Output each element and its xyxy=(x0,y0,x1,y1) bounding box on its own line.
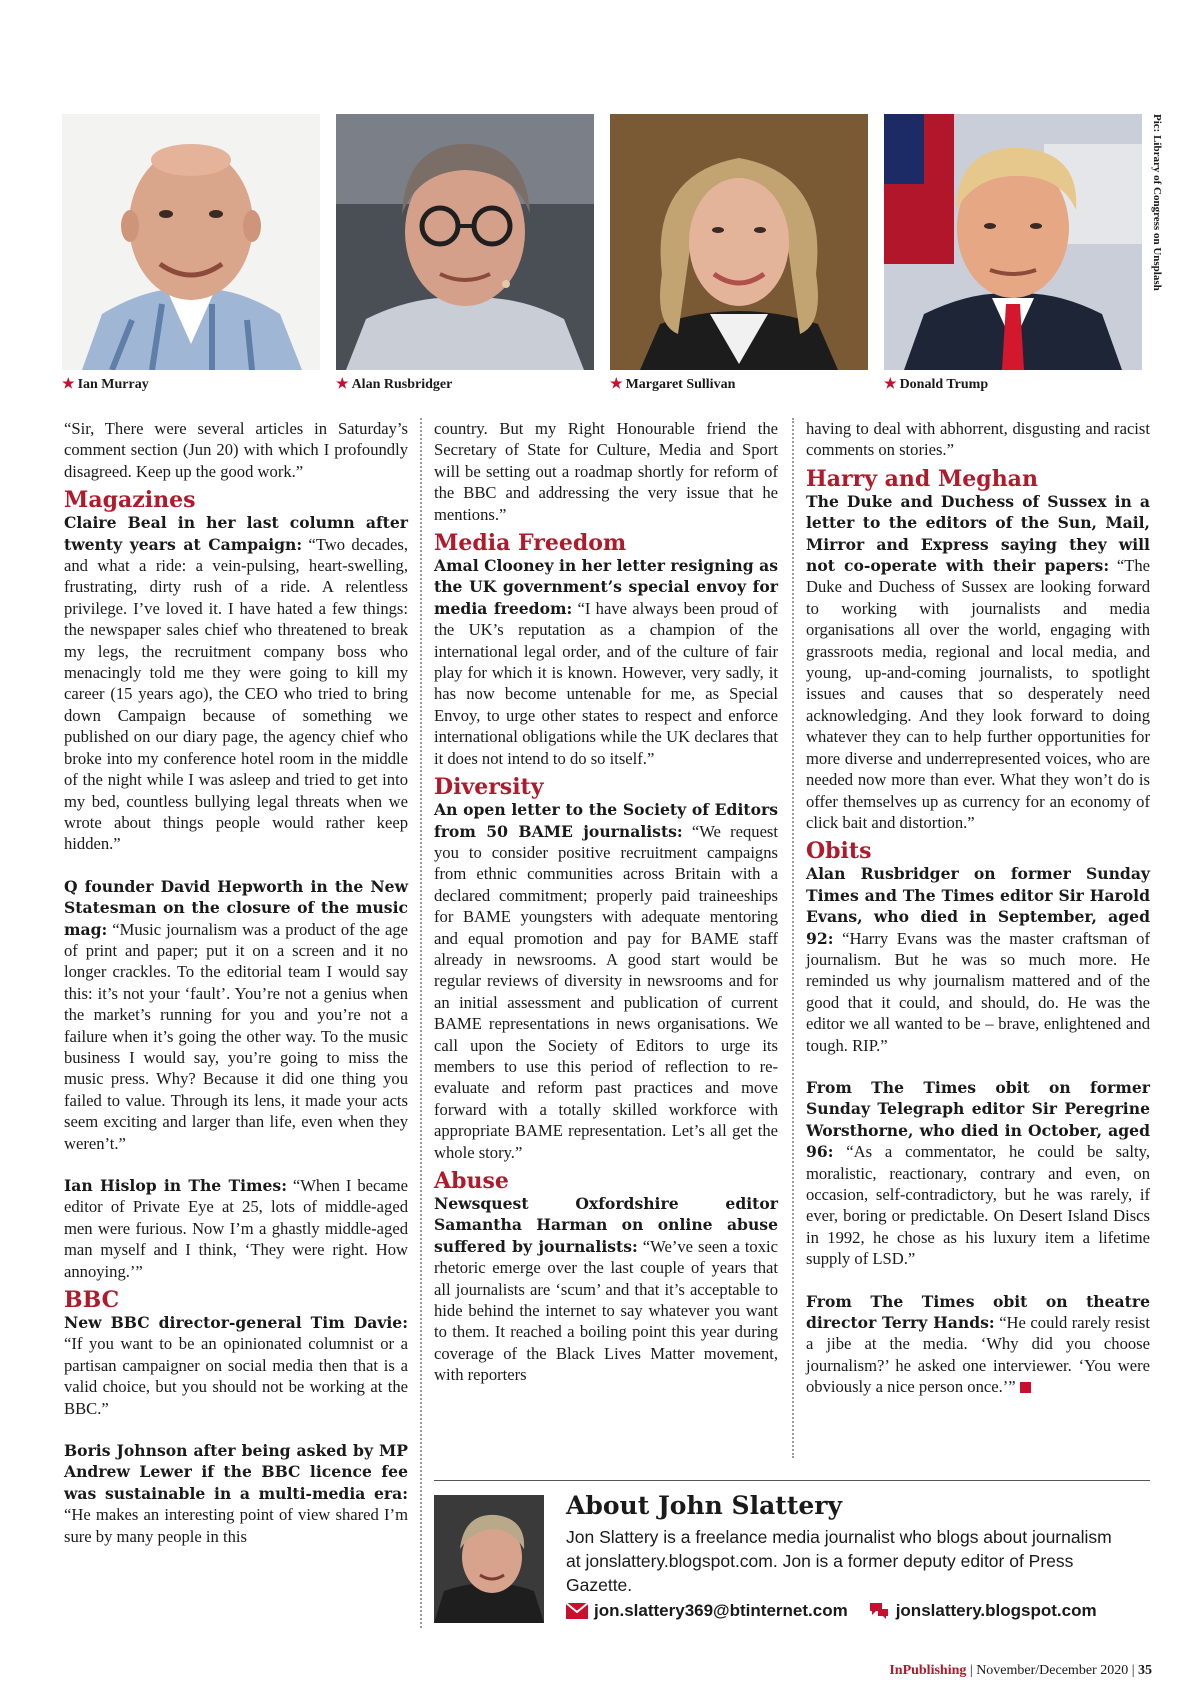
quote-lead: Ian Hislop in The Times: xyxy=(64,1176,287,1195)
page-footer xyxy=(889,1663,1152,1679)
paragraph xyxy=(64,1312,408,1419)
quote-lead: From The Times obit on theatre director Terry Hands: xyxy=(806,1291,1150,1333)
portrait-image xyxy=(62,114,320,370)
section-heading-bbc: BBC xyxy=(64,1287,120,1314)
quote-text: “He could rarely resist a jibe at the media. ‘Why did you choose journalism?’ he asked one interviewer. ‘You were obviously a nice person once.’” xyxy=(806,1313,1150,1397)
paragraph: country. But my Right Honourable friend the Secretary of State for Culture, Media and Sport will be setting out a roadmap shortly for reform of the BBC and addressing the very issue that he mentions.” xyxy=(434,419,778,524)
end-mark-icon xyxy=(1020,1382,1031,1393)
portrait-image xyxy=(336,114,594,370)
photo-row xyxy=(62,114,1142,370)
about-author-box xyxy=(434,1480,1150,1637)
portrait-image xyxy=(610,114,868,370)
about-title: About John Slattery xyxy=(566,1491,842,1520)
caption-margaret-sullivan: ★ Margaret Sullivan xyxy=(610,377,736,392)
paragraph xyxy=(64,1175,408,1282)
quote-text: “Two decades, and what a ride: a vein-pulsing, heart-swelling, frustrating, dirty rush of a ride. A relentless privilege. I’ve loved it. I have hated a few things: the newspaper sales chief who threatened to break my legs, the recruitment company boss who menacingly told me they were going to kill my career (15 years ago), the CEO who tried to bring down Campaign because of something we published on our diary page, the agency chief who broke into my conference hotel room in the middle of the night while I was asleep and tried to get into my bed, countless bullying legal threats when we wrote about things people would rather keep hidden.” xyxy=(64,534,408,854)
caption-donald-trump: ★ Donald Trump xyxy=(884,377,989,392)
paragraph xyxy=(806,1077,1150,1270)
quote-lead: Q founder David Hepworth in the New Statesman on the closure of the music mag: xyxy=(64,876,408,939)
quote-text: “The Duke and Duchess of Sussex are looking forward to working with journalists and media organisations all over the world, engaging with grassroots media, regional and local media, and young, up-and-coming journalists, to spotlight issues and causes that so desperately need acknowledging. And they look forward to doing whatever they can to help further opportunities for more diverse and underrepresented voices, who are needed now more than ever. What they won’t do is offer themselves up as currency for an economy of click bait and distortion.” xyxy=(806,556,1150,832)
paragraph xyxy=(806,863,1150,1056)
page-number: 35 xyxy=(1138,1663,1152,1678)
section-heading-diversity: Diversity xyxy=(434,774,544,801)
star-icon: ★ xyxy=(884,377,897,392)
section-heading-abuse: Abuse xyxy=(434,1168,509,1194)
quote-lead: An open letter to the Society of Editors from 50 BAME journalists: xyxy=(434,800,778,841)
photo-donald-trump xyxy=(884,114,1142,370)
publication-name: InPublishing xyxy=(889,1663,967,1678)
section-heading-media-freedom: Media Freedom xyxy=(434,530,627,557)
paragraph xyxy=(434,555,778,769)
column-divider xyxy=(420,418,422,1628)
author-photo xyxy=(434,1495,544,1623)
envelope-icon xyxy=(566,1603,588,1619)
quote-lead: Alan Rusbridger on former Sunday Times and The Times editor Sir Harold Evans, who died in September, aged 92: xyxy=(806,864,1150,948)
star-icon: ★ xyxy=(62,377,75,392)
paragraph xyxy=(434,799,778,1163)
quote-lead: Boris Johnson after being asked by MP Andrew Lewer if the BBC licence fee was sustainable in a multi-media era: xyxy=(64,1441,408,1503)
paragraph xyxy=(806,1291,1150,1398)
email-link[interactable]: jon.slattery369@btinternet.com xyxy=(566,1601,848,1621)
quote-text: “We request you to consider positive recruitment campaigns from ethnic communities across Britain with a declared commitment; properly paid traineeships for BAME youngsters with adequate mentoring and equal promotion and pay for BAME staff already in newsrooms. A good start would be regular reviews of diversity in newsrooms and for an initial assessment and publication of current BAME representations in news organisations. We call upon the Society of Editors to urge its members to use this period of reflection to re-evaluate and reform past practices and move forward with a totally skilled workforce with appropriate BAME representation. Let’s all get the whole story.” xyxy=(434,821,778,1162)
column-divider xyxy=(792,418,794,1458)
quote-lead: Amal Clooney in her letter resigning as the UK government’s special envoy for media freedom: xyxy=(434,556,778,618)
quote-text: “When I became editor of Private Eye at 25, lots of middle-aged men were furious. Now I’m a ghastly middle-aged man myself and I think, ‘They were right. How annoying.’” xyxy=(64,1176,408,1281)
paragraph xyxy=(434,1193,778,1386)
photo-credit: Pic: Library of Congress on Unsplash xyxy=(1151,114,1163,291)
column-2 xyxy=(434,418,778,1407)
speech-bubble-icon xyxy=(868,1602,890,1620)
quote-lead: Newsquest Oxfordshire editor Samantha Harman on online abuse suffered by journalists: xyxy=(434,1194,778,1256)
paragraph xyxy=(64,1440,408,1547)
quote-text: “Harry Evans was the master craftsman of journalism. But he was so much more. He reminded us why journalism mattered and of the good that it could, and should, do. He was the editor we all wanted to be – brave, enlightened and tough. RIP.” xyxy=(806,928,1150,1055)
quote-text: “Music journalism was a product of the age of print and paper; put it on a screen and it no longer crackles. To the editorial team I would say this: it’s not your ‘fault’. You’re not a genius when the market’s running for you and you’re not a failure when it’s going the other way. To the music business I would say, you’re going to miss the music press. Why? Because it did one thing you failed to value. Through its lens, it made your acts seem exciting and larger than life, even when they weren’t.” xyxy=(64,919,408,1153)
caption-alan-rusbridger: ★ Alan Rusbridger xyxy=(336,377,453,392)
quote-lead: From The Times obit on former Sunday Telegraph editor Sir Peregrine Worsthorne, who died in October, aged 96: xyxy=(806,1077,1150,1162)
caption-ian-murray: ★ Ian Murray xyxy=(62,377,149,392)
paragraph: “Sir, There were several articles in Saturday’s comment section (Jun 20) with which I profoundly disagreed. Keep up the good work.” xyxy=(64,419,408,481)
quote-text: “As a commentator, he could be salty, moralistic, reactionary, contrary and even, on occasion, self-contradictory, but he was rarely, if ever, boring or predictable. On Desert Island Discs in 1992, he chose as his luxury item a lifetime supply of LSD.” xyxy=(806,1142,1150,1269)
paragraph xyxy=(64,512,408,855)
portrait-image xyxy=(884,114,1142,370)
blog-link[interactable]: jonslattery.blogspot.com xyxy=(868,1601,1097,1621)
contact-row xyxy=(566,1601,1097,1621)
quote-lead: New BBC director-general Tim Davie: xyxy=(64,1313,408,1333)
column-3 xyxy=(806,418,1150,1419)
quote-text: “We’ve seen a toxic rhetoric emerge over the last couple of years that all journalists are ‘scum’ and that it’s acceptable to hide behind the internet to say whatever you want to them. It reached a boiling point this year during coverage of the Black Lives Matter movement, with reporters xyxy=(434,1236,778,1385)
issue-date: | November/December 2020 | xyxy=(969,1663,1135,1678)
quote-text: “He makes an interesting point of view shared I’m sure by many people in this xyxy=(64,1505,408,1546)
column-1 xyxy=(64,418,408,1568)
star-icon: ★ xyxy=(336,377,349,392)
section-heading-magazines: Magazines xyxy=(64,487,196,514)
paragraph: having to deal with abhorrent, disgusting and racist comments on stories.” xyxy=(806,419,1150,460)
about-text: Jon Slattery is a freelance media journalist who blogs about journalism at jonslattery.blogspot.com. Jon is a former deputy editor of Press Gazette. xyxy=(566,1527,1112,1595)
paragraph xyxy=(806,491,1150,834)
portrait-image xyxy=(434,1495,544,1623)
section-heading-harry-and-meghan: Harry and Meghan xyxy=(806,465,1038,492)
quote-text: “If you want to be an opinionated columnist or a partisan campaigner on social media then that is a valid choice, but you should not be working at the BBC.” xyxy=(64,1334,408,1418)
quote-lead: Claire Beal in her last column after twenty years at Campaign: xyxy=(64,513,408,554)
quote-text: “I have always been proud of the UK’s reputation as a champion of the international legal order, and of the culture of fair play for which it is known. However, very sadly, it has now become untenable for me, as Special Envoy, to urge other states to respect and enforce international obligations while the UK declares that it does not intend to do so itself.” xyxy=(434,598,779,768)
photo-margaret-sullivan xyxy=(610,114,868,370)
quote-lead: The Duke and Duchess of Sussex in a letter to the editors of the Sun, Mail, Mirror and Express saying they will not co-operate with their papers: xyxy=(806,491,1150,576)
photo-alan-rusbridger xyxy=(336,114,594,370)
section-heading-obits: Obits xyxy=(806,838,872,865)
photo-ian-murray xyxy=(62,114,320,370)
paragraph xyxy=(64,876,408,1154)
star-icon: ★ xyxy=(610,377,623,392)
